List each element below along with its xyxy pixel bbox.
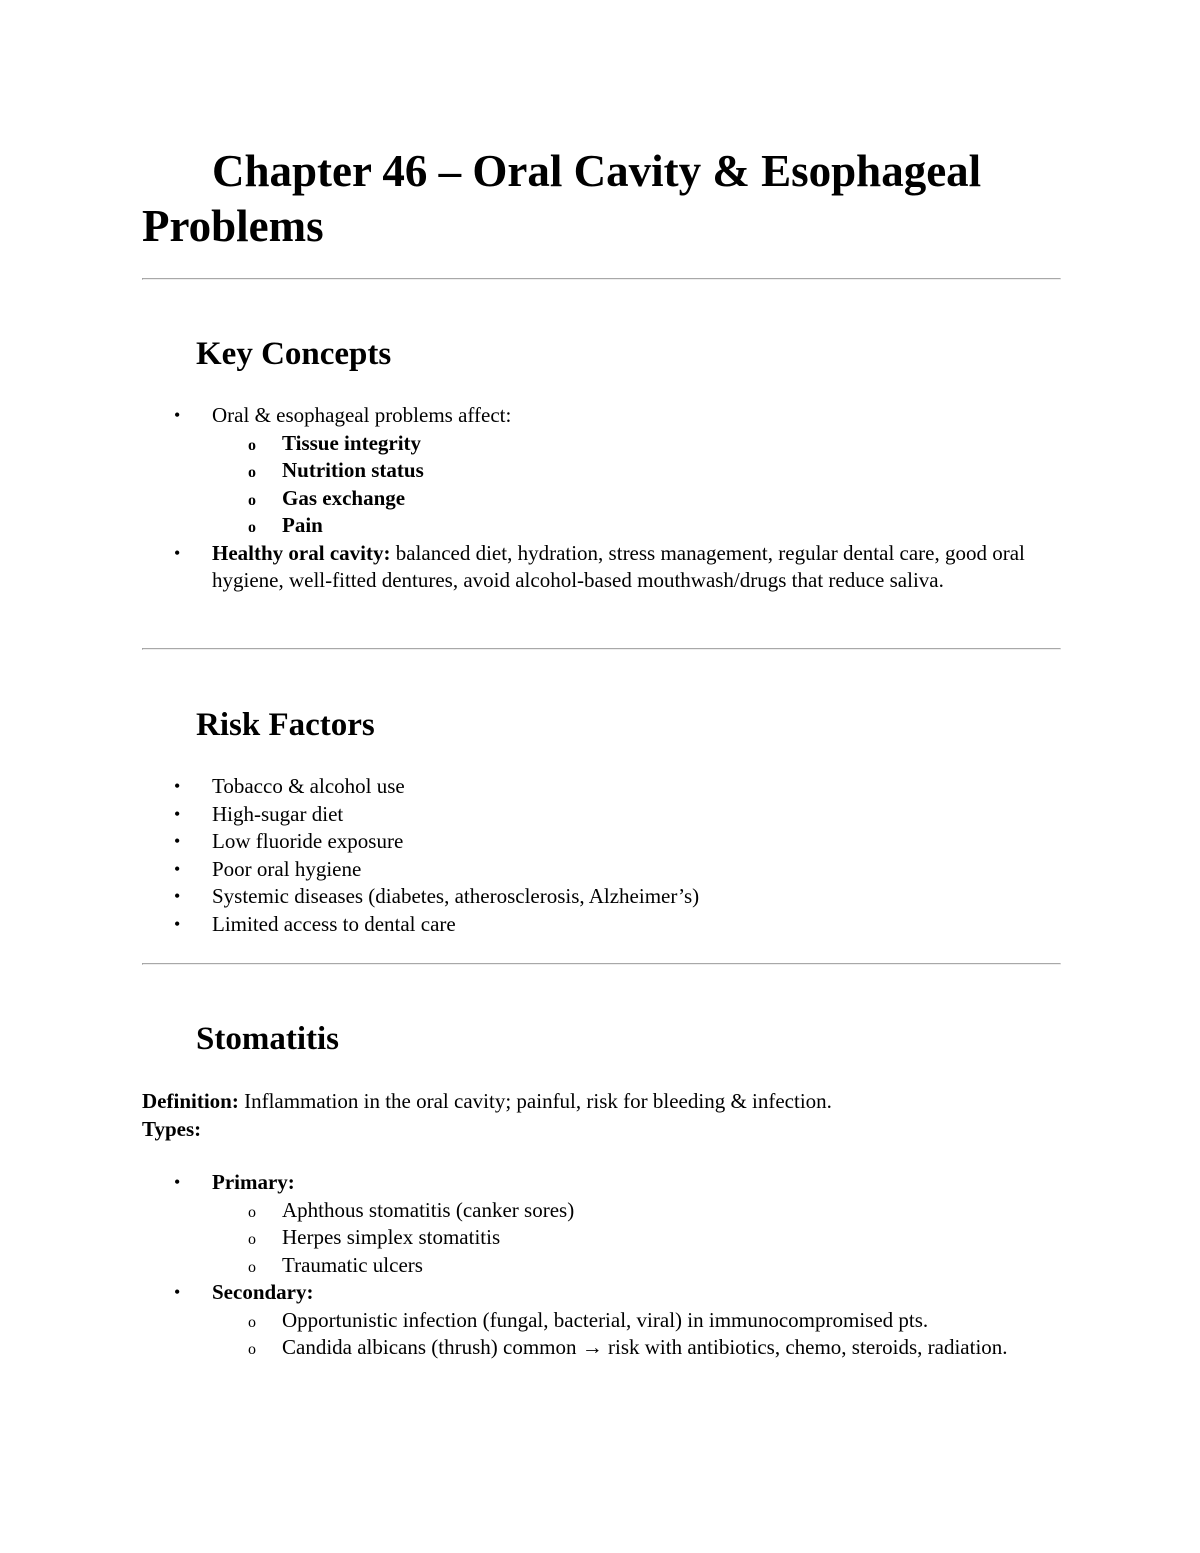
bullet-icon: • xyxy=(174,776,181,796)
primary-item: Traumatic ulcers xyxy=(282,1252,423,1277)
affect-item: Tissue integrity xyxy=(282,430,422,455)
bullet-icon: • xyxy=(174,858,181,879)
sub-bullet-icon: o xyxy=(248,1231,256,1248)
risk-item: High-sugar diet xyxy=(212,801,344,826)
sub-bullet-icon: o xyxy=(248,1341,256,1358)
bullet-icon: • xyxy=(174,542,181,563)
sub-bullet-icon: o xyxy=(248,464,256,481)
section-divider xyxy=(142,648,1061,650)
list-item xyxy=(142,773,1042,801)
sub-bullet-icon: o xyxy=(248,491,256,509)
list-item xyxy=(142,828,1042,856)
bullet-icon: • xyxy=(174,886,181,906)
risk-item: Low fluoride exposure xyxy=(212,829,404,853)
affect-sublist xyxy=(212,430,1042,540)
sub-bullet-icon: o xyxy=(248,1313,256,1331)
list-item xyxy=(142,911,1042,939)
primary-item: Aphthous stomatitis (canker sores) xyxy=(282,1197,575,1222)
definition-text: Inflammation in the oral cavity; painful, risk for bleeding & infection. xyxy=(238,1089,832,1113)
risk-item: Systemic diseases (diabetes, atherosclerosis, Alzheimer’s) xyxy=(212,884,700,908)
primary-sublist xyxy=(212,1197,1042,1280)
healthy-text: balanced diet, hydration, stress management, regular dental care, good oral hygiene, well-fitted dentures, avoid alcohol-based mouthwash/drugs that reduce saliva. xyxy=(212,540,1025,592)
secondary-label: Secondary: xyxy=(212,1280,314,1304)
risk-factors-list xyxy=(142,773,1042,938)
list-item xyxy=(142,1279,1042,1362)
risk-factors-heading: Risk Factors xyxy=(196,707,375,743)
risk-item: Tobacco & alcohol use xyxy=(212,774,405,798)
affect-intro: Oral & esophageal problems affect: xyxy=(212,403,512,427)
bullet-icon: • xyxy=(174,913,181,934)
bullet-icon: • xyxy=(174,803,181,824)
definition-paragraph xyxy=(142,1087,1042,1143)
list-item xyxy=(212,1224,1042,1252)
list-item xyxy=(212,485,1042,513)
section-divider xyxy=(142,963,1061,965)
definition-label: Definition: xyxy=(142,1089,239,1113)
stomatitis-heading: Stomatitis xyxy=(196,1021,339,1057)
sub-bullet-icon: o xyxy=(248,519,256,536)
list-item xyxy=(142,540,1042,595)
sub-bullet-icon: o xyxy=(248,436,256,454)
bullet-icon: • xyxy=(174,831,181,851)
page-title: Chapter 46 – Oral Cavity & Esophageal Problems xyxy=(142,146,982,251)
types-label: Types: xyxy=(142,1117,202,1141)
list-item xyxy=(142,883,1042,911)
secondary-sublist xyxy=(212,1307,1042,1362)
key-concepts-heading: Key Concepts xyxy=(196,336,392,372)
bullet-icon: • xyxy=(174,1172,181,1192)
risk-item: Poor oral hygiene xyxy=(212,856,362,881)
list-item xyxy=(142,1169,1042,1279)
bullet-icon: • xyxy=(174,405,181,425)
list-item xyxy=(142,402,1042,540)
list-item xyxy=(212,1307,1042,1335)
affect-item: Gas exchange xyxy=(282,485,406,510)
key-concepts-list xyxy=(142,402,1042,595)
list-item xyxy=(212,1334,1042,1362)
section-divider xyxy=(142,278,1061,280)
primary-label: Primary: xyxy=(212,1170,295,1194)
list-item xyxy=(212,430,1042,458)
healthy-label: Healthy oral cavity: xyxy=(212,540,391,565)
list-item xyxy=(142,856,1042,884)
list-item xyxy=(212,1252,1042,1280)
list-item xyxy=(212,512,1042,540)
risk-item: Limited access to dental care xyxy=(212,911,456,936)
list-item xyxy=(212,1197,1042,1225)
list-item xyxy=(212,457,1042,485)
secondary-item: Candida albicans (thrush) common → risk with antibiotics, chemo, steroids, radiation. xyxy=(282,1335,1008,1359)
list-item xyxy=(142,801,1042,829)
sub-bullet-icon: o xyxy=(248,1258,256,1276)
secondary-item: Opportunistic infection (fungal, bacterial, viral) in immunocompromised pts. xyxy=(282,1307,929,1332)
sub-bullet-icon: o xyxy=(248,1203,256,1221)
primary-item: Herpes simplex stomatitis xyxy=(282,1225,501,1249)
bullet-icon: • xyxy=(174,1282,181,1302)
affect-item: Pain xyxy=(282,513,323,537)
types-list xyxy=(142,1169,1042,1362)
affect-item: Nutrition status xyxy=(282,458,424,482)
